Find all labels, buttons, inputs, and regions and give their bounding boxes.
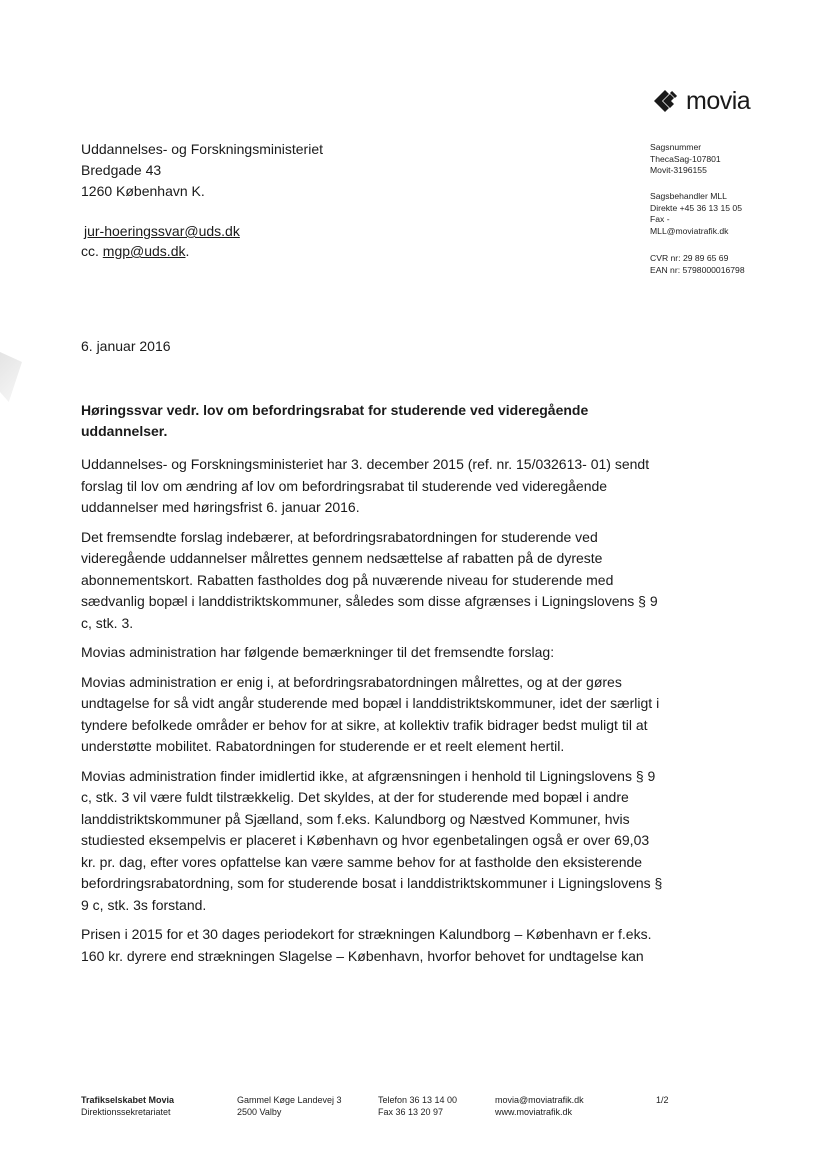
body-paragraph: Uddannelses- og Forskningsministeriet har 3. december 2015 (ref. nr. 15/032613- 01) sendt forslag til lov om ændring af lov om befordringsrabat til studerende ved videregående uddannelser med høringsfrist 6. januar 2016. — [81, 456, 650, 515]
sidebar-line: Sagsbehandler MLL — [650, 191, 727, 201]
sidebar-line: CVR nr: 29 89 65 69 — [650, 253, 729, 263]
footer-website-link[interactable]: www.moviatrafik.dk — [495, 1107, 573, 1117]
recipient-line: 1260 København K. — [81, 183, 205, 199]
movia-logo — [650, 86, 750, 116]
footer-phone — [378, 1094, 457, 1118]
caseworker-block — [650, 191, 742, 237]
footer-web — [495, 1094, 584, 1118]
letter-body — [81, 454, 666, 975]
registration-block — [650, 253, 745, 276]
cc-suffix: . — [185, 243, 190, 259]
recipient-line: Uddannelses- og Forskningsministeriet — [81, 141, 323, 157]
footer-company-name: Trafikselskabet Movia — [81, 1095, 175, 1105]
footer-fax: Fax 36 13 20 97 — [378, 1107, 444, 1117]
case-number-block — [650, 142, 721, 177]
cc-label: cc. — [81, 243, 103, 259]
recipient-address — [81, 139, 323, 202]
footer-address-line: Gammel Køge Landevej 3 — [237, 1095, 342, 1105]
sidebar-line: Sagsnummer — [650, 142, 702, 152]
letter-subject: Høringssvar vedr. lov om befordringsrabat for studerende ved videregående uddannelser. — [81, 402, 589, 439]
scan-artifact — [0, 352, 22, 402]
sidebar-line: MLL@moviatrafik.dk — [650, 225, 729, 236]
letter-date: 6. januar 2016 — [81, 338, 171, 354]
page-number: 1/2 — [656, 1095, 669, 1105]
sidebar-line: Movit-3196155 — [650, 165, 707, 175]
sidebar-line: Direkte +45 36 13 15 05 — [650, 202, 742, 213]
recipient-email-link[interactable]: jur-hoeringssvar@uds.dk — [84, 223, 240, 239]
body-paragraph: Movias administration har følgende bemærkninger til det fremsendte forslag: — [81, 644, 555, 660]
footer-telephone: Telefon 36 13 14 00 — [378, 1095, 458, 1105]
body-paragraph: Prisen i 2015 for et 30 dages periodekort for strækningen Kalundborg – København er f.eks. 160 kr. dyrere end strækningen Slagelse – København, hvorfor behovet for undtagelse kan — [81, 926, 652, 964]
cc-email-link[interactable]: mgp@uds.dk — [102, 243, 186, 259]
recipient-contacts — [81, 221, 240, 261]
body-paragraph: Movias administration er enig i, at befordringsrabatordningen målrettes, og at der gøres undtagelse for så vidt angår studerende med bopæl i landdistriktskommuner, idet der særligt i tyndere befolkede områder er behov for at sikre, at kollektiv trafik bidrager bedst muligt til at understøtte mobilitet. Rabatordningen for studerende er et reelt element hertil. — [81, 673, 660, 754]
sidebar-line: Fax - — [650, 214, 670, 224]
movia-logo-icon — [650, 86, 680, 116]
footer-department: Direktionssekretariatet — [81, 1107, 171, 1117]
footer-address-line: 2500 Valby — [237, 1107, 282, 1117]
footer-email-link[interactable]: movia@moviatrafik.dk — [495, 1095, 584, 1105]
movia-logo-text: movia — [686, 86, 751, 115]
sidebar-line: ThecaSag-107801 — [650, 153, 721, 164]
footer-company — [81, 1094, 174, 1118]
sidebar-line: EAN nr: 5798000016798 — [650, 264, 745, 275]
body-paragraph: Movias administration finder imidlertid ikke, at afgrænsningen i henhold til Ligningslovens § 9 c, stk. 3 vil være fuldt tilstrækkelig. Det skyldes, at der for studerende med bopæl i andre landdistriktskommuner på Sjælland, som f.eks. Kalundborg og Næstved Kommuner, hvis studiested eksempelvis er placeret i København og hvor egenbetalingen også er over 69,03 kr. pr. dag, efter vores opfattelse kan være samme behov for at fastholde den eksisterende befordringsrabatordning, som for studerende bosat i landdistriktskommuner i Ligningslovens § 9 c, stk. 3s forstand. — [81, 767, 663, 913]
body-paragraph: Det fremsendte forslag indebærer, at befordringsrabatordningen for studerende ved videregående uddannelser målrettes gennem nedsættelse af rabatten på de dyreste abonnementskort. Rabatten fastholdes dog på nuværende niveau for studerende med sædvanlig bopæl i landdistriktskommuner, således som disse afgrænses i Ligningslovens § 9 c, stk. 3. — [81, 528, 658, 631]
footer-address — [237, 1094, 342, 1118]
recipient-line: Bredgade 43 — [81, 162, 162, 178]
